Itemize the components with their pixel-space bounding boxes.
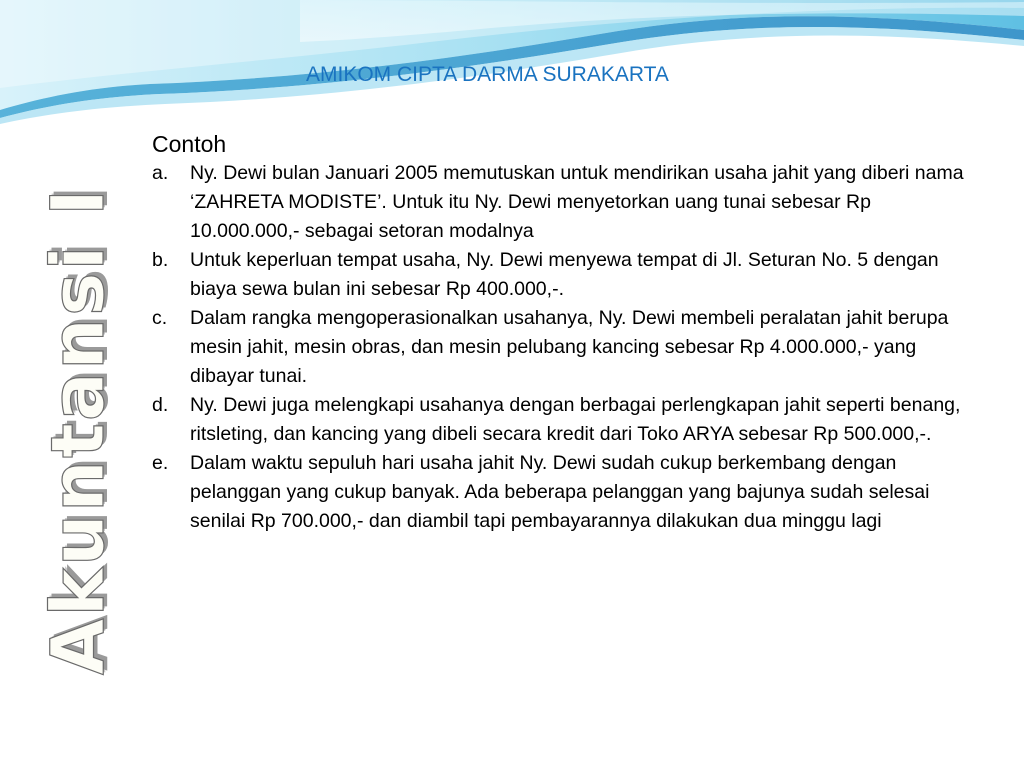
vertical-course-title: Akuntansi I <box>36 186 121 675</box>
list-item-text: Untuk keperluan tempat usaha, Ny. Dewi menyewa tempat di Jl. Seturan No. 5 dengan biaya sewa bulan ini sebesar Rp 400.000,-. <box>190 249 939 300</box>
slide-content <box>152 130 982 536</box>
section-title: Contoh <box>152 131 227 157</box>
list-item-letter: b. <box>152 249 169 271</box>
organization-header: AMIKOM CIPTA DARMA SURAKARTA <box>306 63 669 86</box>
list-item-text: Dalam rangka mengoperasionalkan usahanya, Ny. Dewi membeli peralatan jahit berupa mesin jahit, mesin obras, dan mesin pelubang kancing sebesar Rp 4.000.000,- yang dibayar tunai. <box>190 307 949 387</box>
list-item-letter: c. <box>152 307 168 329</box>
example-list <box>152 159 982 536</box>
list-item-letter: d. <box>152 394 169 416</box>
list-item <box>152 449 982 536</box>
list-item-letter: e. <box>152 452 169 474</box>
list-item <box>152 304 982 391</box>
list-item-text: Dalam waktu sepuluh hari usaha jahit Ny. Dewi sudah cukup berkembang dengan pelanggan yang cukup banyak. Ada beberapa pelanggan yang bajunya sudah selesai senilai Rp 700.000,- dan diambil tapi pembayarannya dilakukan dua minggu lagi <box>190 452 930 532</box>
list-item <box>152 159 982 246</box>
list-item <box>152 391 982 449</box>
list-item-text: Ny. Dewi juga melengkapi usahanya dengan berbagai perlengkapan jahit seperti benang, ritsleting, dan kancing yang dibeli secara kredit dari Toko ARYA sebesar Rp 500.000,-. <box>190 394 961 445</box>
list-item-letter: a. <box>152 162 169 184</box>
list-item <box>152 246 982 304</box>
list-item-text: Ny. Dewi bulan Januari 2005 memutuskan untuk mendirikan usaha jahit yang diberi nama ‘ZAHRETA MODISTE’. Untuk itu Ny. Dewi menyetorkan uang tunai sebesar Rp 10.000.000,- sebagai setoran modalnya <box>190 162 964 242</box>
